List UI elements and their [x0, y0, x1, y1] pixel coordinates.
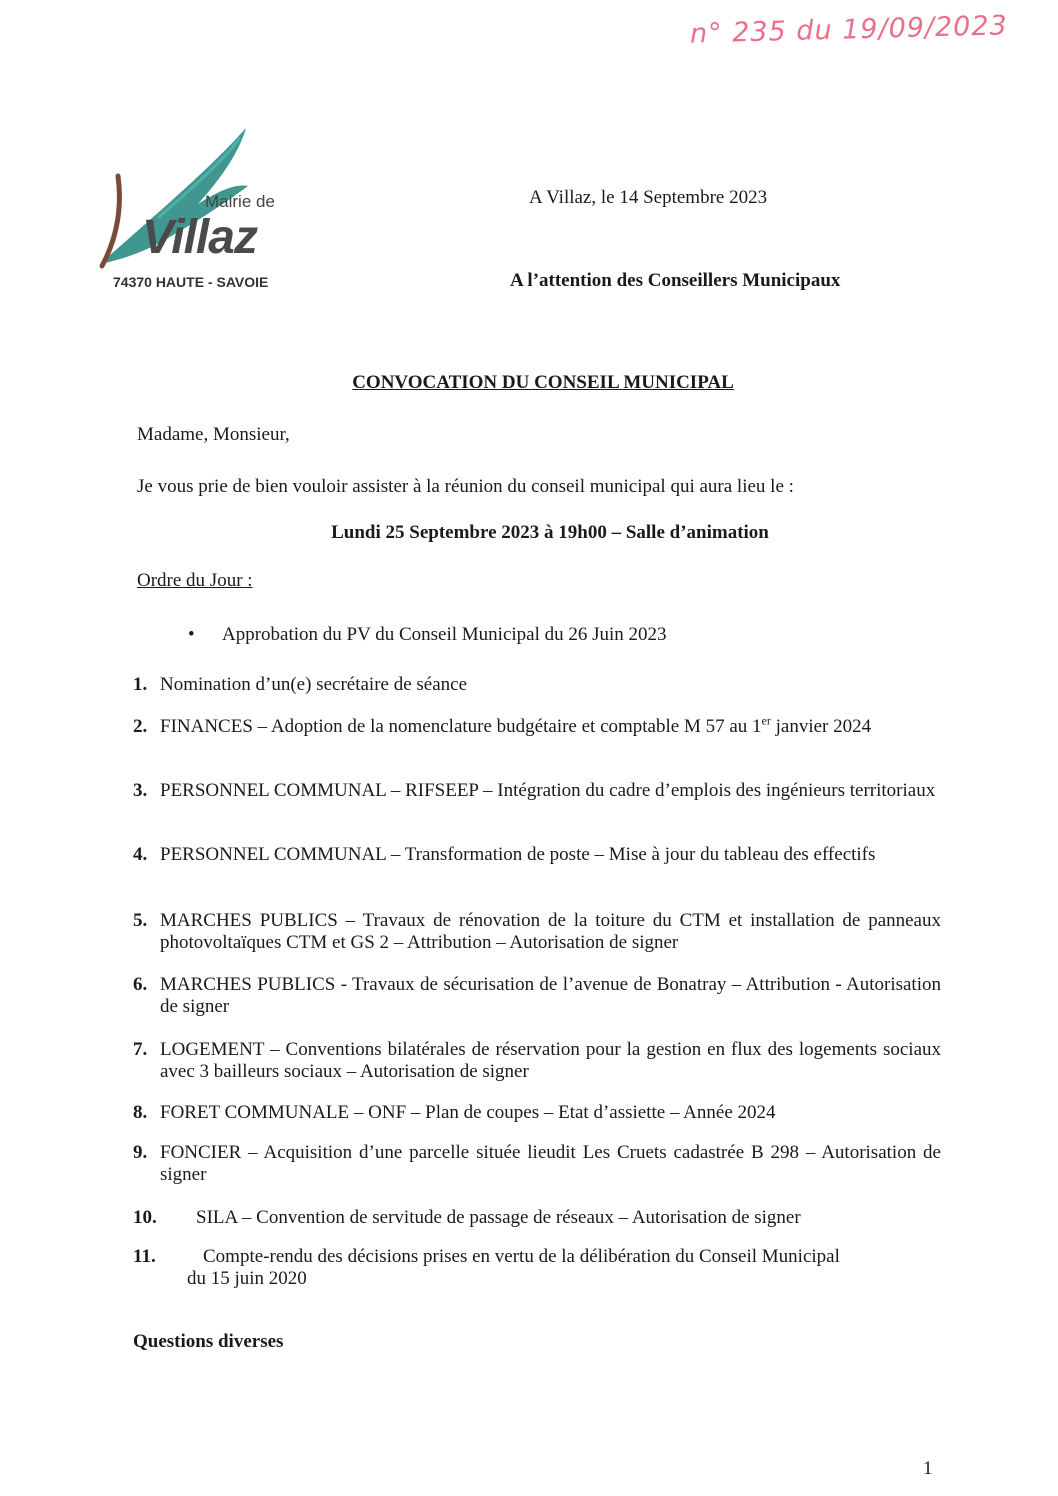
attention-line: A l’attention des Conseillers Municipaux: [510, 270, 841, 291]
agenda-item: [133, 1102, 941, 1124]
agenda-item-text: [133, 1246, 941, 1290]
agenda-item-number: 5.: [133, 910, 148, 931]
agenda-item-number: 3.: [133, 780, 148, 801]
logo-mairie-de: Mairie de: [205, 192, 275, 211]
agenda-item-number: 2.: [133, 716, 148, 737]
agenda-item-number: 8.: [133, 1102, 148, 1123]
logo-region: 74370 HAUTE - SAVOIE: [113, 274, 269, 290]
page-number: 1: [923, 1458, 933, 1479]
questions-diverses: Questions diverses: [133, 1331, 284, 1352]
agenda-item-text-line: Compte-rendu des décisions prises en vertu de la délibération du Conseil Municipal: [203, 1246, 840, 1267]
greeting: Madame, Monsieur,: [137, 424, 290, 445]
agenda-item-text: Nomination d’un(e) secrétaire de séance: [160, 674, 468, 695]
agenda-item-text: MARCHES PUBLICS - Travaux de sécurisation de l’avenue de Bonatray – Attribution - Autorisation de signer: [160, 974, 941, 1017]
agenda-item-number: 11.: [133, 1246, 156, 1267]
agenda-item: [133, 674, 941, 696]
agenda-item-number: 7.: [133, 1039, 148, 1060]
agenda-item: [133, 1207, 941, 1229]
agenda-item-text: FORET COMMUNALE – ONF – Plan de coupes – Etat d’assiette – Année 2024: [160, 1102, 776, 1123]
agenda-item: [133, 844, 941, 866]
agenda-item: [133, 780, 941, 802]
agenda-item: [133, 910, 941, 954]
mairie-logo: [88, 126, 288, 296]
agenda-item-text-part: FINANCES – Adoption de la nomenclature budgétaire et comptable M 57 au 1: [160, 716, 762, 737]
agenda-item-number: 10.: [133, 1207, 157, 1228]
agenda-item: [133, 1142, 941, 1186]
agenda-item-number: 9.: [133, 1142, 148, 1163]
agenda-item: [133, 974, 941, 1018]
agenda-heading: Ordre du Jour :: [137, 570, 253, 591]
agenda-item-text: SILA – Convention de servitude de passage de réseaux – Autorisation de signer: [196, 1207, 801, 1228]
agenda-item-text: PERSONNEL COMMUNAL – Transformation de poste – Mise à jour du tableau des effectifs: [160, 844, 876, 865]
agenda-item-number: 4.: [133, 844, 148, 865]
agenda-item: [133, 713, 941, 738]
meeting-details: Lundi 25 Septembre 2023 à 19h00 – Salle d’animation: [331, 522, 769, 543]
agenda-item-text: LOGEMENT – Conventions bilatérales de réservation pour la gestion en flux des logements sociaux avec 3 bailleurs sociaux – Autorisation de signer: [160, 1039, 941, 1082]
date-line: A Villaz, le 14 Septembre 2023: [529, 187, 768, 208]
bullet-icon: •: [188, 624, 195, 645]
agenda-item: [133, 1039, 941, 1083]
agenda-item-text: FONCIER – Acquisition d’une parcelle située lieudit Les Cruets cadastrée B 298 – Autorisation de signer: [160, 1142, 941, 1185]
agenda-item-text: MARCHES PUBLICS – Travaux de rénovation de la toiture du CTM et installation de panneaux photovoltaïques CTM et GS 2 – Attribution – Autorisation de signer: [160, 910, 941, 953]
logo-town-name: Villaz: [142, 211, 257, 264]
registration-stamp: n° 235 du 19/09/2023: [689, 10, 1009, 50]
agenda-item-number: 6.: [133, 974, 148, 995]
superscript: er: [761, 713, 771, 728]
agenda-item-text-part: janvier 2024: [770, 716, 872, 737]
document-title: CONVOCATION DU CONSEIL MUNICIPAL: [352, 372, 734, 393]
intro-paragraph: Je vous prie de bien vouloir assister à la réunion du conseil municipal qui aura lieu le :: [137, 476, 794, 497]
agenda-item-text: [133, 713, 941, 738]
agenda-item-number: 1.: [133, 674, 148, 695]
agenda-item-text-line: du 15 juin 2020: [187, 1268, 307, 1289]
agenda-bullet-item: Approbation du PV du Conseil Municipal du 26 Juin 2023: [222, 624, 667, 645]
agenda-item-text: PERSONNEL COMMUNAL – RIFSEEP – Intégration du cadre d’emplois des ingénieurs territoriaux: [160, 780, 936, 801]
agenda-item: [133, 1246, 941, 1290]
